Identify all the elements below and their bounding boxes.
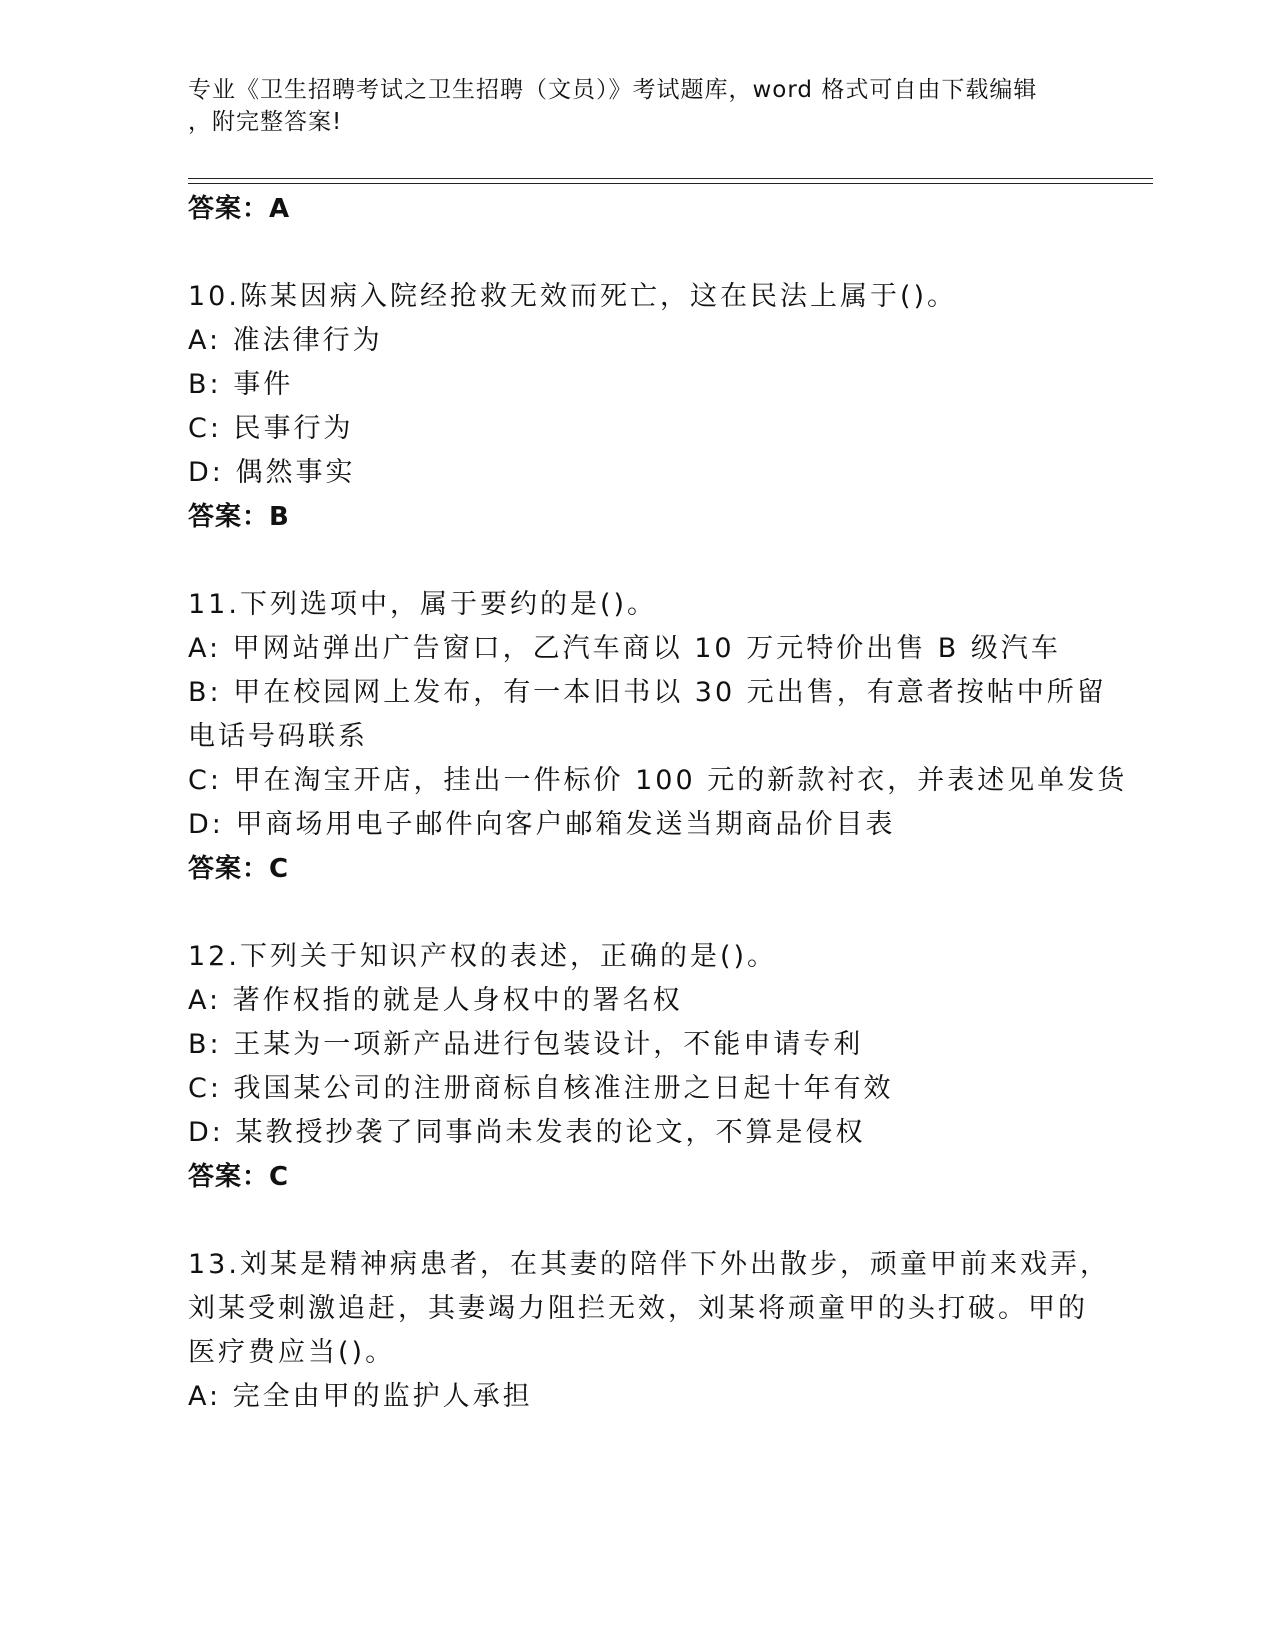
question-13-stem-line-3: 医疗费应当()。	[188, 1337, 396, 1368]
question-13-stem-line-2: 刘某受刺激追赶，其妻竭力阻拦无效，刘某将顽童甲的头打破。甲的	[188, 1293, 1088, 1324]
question-11-option-b: B: 甲在校园网上发布，有一本旧书以 30 元出售，有意者按帖中所留	[188, 677, 1107, 708]
header-divider-top	[188, 178, 1153, 179]
answer-q12: 答案：C	[188, 1162, 290, 1192]
question-12-option-b: B: 王某为一项新产品进行包装设计，不能申请专利	[188, 1029, 864, 1060]
question-11-option-c: C: 甲在淘宝开店，挂出一件标价 100 元的新款衬衣，并表述见单发货	[188, 765, 1128, 796]
document-header	[188, 74, 1068, 138]
question-12-option-d: D: 某教授抄袭了同事尚未发表的论文，不算是侵权	[188, 1117, 866, 1148]
header-divider-bottom	[188, 183, 1153, 184]
question-10-option-b: B: 事件	[188, 369, 294, 400]
header-title-line-1: 专业《卫生招聘考试之卫生招聘（文员）》考试题库，word 格式可自由下载编辑	[188, 77, 1038, 103]
question-12-stem: 12.下列关于知识产权的表述，正确的是()。	[188, 941, 778, 972]
question-12-option-a: A: 著作权指的就是人身权中的署名权	[188, 985, 683, 1016]
header-title-line-2: ，附完整答案!	[188, 109, 343, 135]
question-13-option-a: A: 完全由甲的监护人承担	[188, 1381, 533, 1412]
question-11-option-b-continued: 电话号码联系	[188, 721, 368, 752]
question-11-option-d: D: 甲商场用电子邮件向客户邮箱发送当期商品价目表	[188, 809, 896, 840]
question-11-option-a: A: 甲网站弹出广告窗口，乙汽车商以 10 万元特价出售 B 级汽车	[188, 633, 1061, 664]
question-10-option-d: D: 偶然事实	[188, 457, 356, 488]
answer-q10: 答案：B	[188, 502, 290, 532]
answer-q9: 答案：A	[188, 194, 291, 224]
question-10-option-c: C: 民事行为	[188, 413, 354, 444]
question-11-stem: 11.下列选项中，属于要约的是()。	[188, 589, 658, 620]
question-12-option-c: C: 我国某公司的注册商标自核准注册之日起十年有效	[188, 1073, 894, 1104]
question-13-stem-line-1: 13.刘某是精神病患者，在其妻的陪伴下外出散步，顽童甲前来戏弄，	[188, 1249, 1110, 1280]
question-10-stem: 10.陈某因病入院经抢救无效而死亡，这在民法上属于()。	[188, 281, 958, 312]
answer-q11: 答案：C	[188, 854, 290, 884]
question-10-option-a: A: 准法律行为	[188, 325, 383, 356]
